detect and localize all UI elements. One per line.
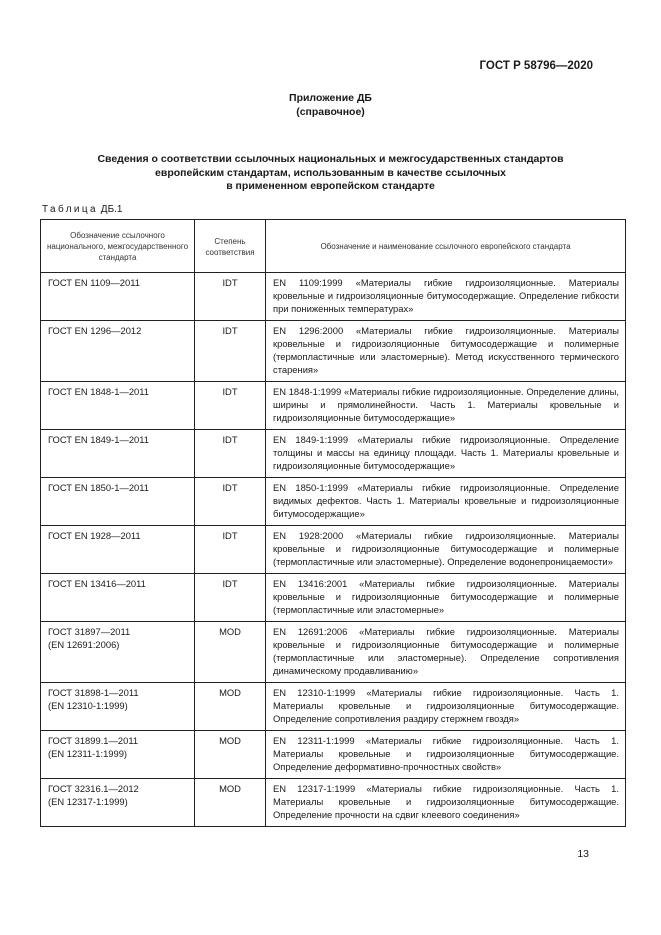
standard-designation-cell: ГОСТ EN 13416—2011	[41, 574, 195, 622]
european-standard-cell: EN 13416:2001 «Материалы гибкие гидроизоляционные. Материалы кровельные и гидроизоляционные битумосодержащие и полимерные (термопластичные или эластомерные»	[266, 574, 626, 622]
standard-designation-cell: ГОСТ 31899.1—2011 (EN 12311-1:1999)	[41, 731, 195, 779]
section-title-line-1: Сведения о соответствии ссылочных национальных и межгосударственных стандартов	[97, 153, 564, 165]
standard-designation-cell: ГОСТ EN 1109—2011	[41, 273, 195, 321]
section-title	[30, 153, 631, 194]
table-row	[41, 526, 626, 574]
standard-designation-cell: ГОСТ EN 1850-1—2011	[41, 478, 195, 526]
table-caption-word: Таблица	[42, 204, 99, 215]
table-caption	[42, 204, 122, 215]
degree-cell: IDT	[195, 526, 266, 574]
page-number: 13	[577, 848, 589, 860]
european-standard-cell: EN 1928:2000 «Материалы гибкие гидроизоляционные. Материалы кровельные и гидроизоляционные битумосодержащие и полимерные (термопластичные или эластомерные). Определение водонепроницаемости»	[266, 526, 626, 574]
section-title-line-3: в примененном европейском стандарте	[226, 180, 435, 192]
table-row	[41, 321, 626, 382]
appendix-heading	[0, 91, 661, 119]
header-degree: Степень соответствия	[195, 220, 266, 273]
degree-cell: IDT	[195, 574, 266, 622]
degree-cell: MOD	[195, 622, 266, 683]
degree-cell: IDT	[195, 273, 266, 321]
european-standard-cell: EN 12317-1:1999 «Материалы гибкие гидроизоляционные. Часть 1. Материалы кровельные и гидроизоляционные битумосодержащие. Определение прочности на сдвиг клеевого соединения»	[266, 779, 626, 827]
european-standard-cell: EN 12311-1:1999 «Материалы гибкие гидроизоляционные. Часть 1. Материалы кровельные и гидроизоляционные битумосодержащие. Определение деформативно-прочностных свойств»	[266, 731, 626, 779]
table-row	[41, 731, 626, 779]
standard-designation-cell: ГОСТ EN 1849-1—2011	[41, 430, 195, 478]
standard-designation-cell: ГОСТ EN 1296—2012	[41, 321, 195, 382]
document-code: ГОСТ Р 58796—2020	[479, 60, 593, 72]
header-designation: Обозначение ссылочного национального, межгосударственного стандарта	[41, 220, 195, 273]
european-standard-cell: EN 1850-1:1999 «Материалы гибкие гидроизоляционные. Определение видимых дефектов. Часть 1. Материалы кровельные и гидроизоляционные битумосодержащие»	[266, 478, 626, 526]
european-standard-cell: EN 1296:2000 «Материалы гибкие гидроизоляционные. Материалы кровельные и гидроизоляционные битумосодержащие и полимерные (термопластичные или эластомерные). Метод искусственного термического старения»	[266, 321, 626, 382]
table-row	[41, 382, 626, 430]
degree-cell: IDT	[195, 478, 266, 526]
standard-designation-cell: ГОСТ 31897—2011 (EN 12691:2006)	[41, 622, 195, 683]
degree-cell: MOD	[195, 683, 266, 731]
european-standard-cell: EN 12310-1:1999 «Материалы гибкие гидроизоляционные. Часть 1. Материалы кровельные и гидроизоляционные битумосодержащие. Определение сопротивления раздиру стержнем гвоздя»	[266, 683, 626, 731]
table-body	[41, 273, 626, 827]
degree-cell: MOD	[195, 779, 266, 827]
degree-cell: IDT	[195, 430, 266, 478]
standard-designation-cell: ГОСТ EN 1848-1—2011	[41, 382, 195, 430]
correspondence-table	[40, 219, 626, 827]
header-european-standard: Обозначение и наименование ссылочного европейского стандарта	[266, 220, 626, 273]
standard-designation-cell: ГОСТ 32316.1—2012 (EN 12317-1:1999)	[41, 779, 195, 827]
degree-cell: IDT	[195, 321, 266, 382]
degree-cell: MOD	[195, 731, 266, 779]
table-row	[41, 779, 626, 827]
table-header-row	[41, 220, 626, 273]
european-standard-cell: EN 1109:1999 «Материалы гибкие гидроизоляционные. Материалы кровельные и гидроизоляционные битумосодержащие. Определение гибкости при пониженных температурах»	[266, 273, 626, 321]
degree-cell: IDT	[195, 382, 266, 430]
table-row	[41, 430, 626, 478]
european-standard-cell: EN 1848-1:1999 «Материалы гибкие гидроизоляционные. Определение длины, ширины и прямолинейности. Часть 1. Материалы кровельные и гидроизоляционные битумосодержащие»	[266, 382, 626, 430]
section-title-line-2: европейским стандартам, использованным в качестве ссылочных	[155, 166, 506, 179]
standard-designation-cell: ГОСТ EN 1928—2011	[41, 526, 195, 574]
appendix-subtitle: (справочное)	[296, 106, 365, 118]
table-row	[41, 478, 626, 526]
table-row	[41, 622, 626, 683]
table-row	[41, 273, 626, 321]
appendix-title: Приложение ДБ	[289, 92, 372, 104]
table-caption-number: ДБ.1	[100, 204, 123, 215]
table-row	[41, 574, 626, 622]
standard-designation-cell: ГОСТ 31898-1—2011 (EN 12310-1:1999)	[41, 683, 195, 731]
table-row	[41, 683, 626, 731]
european-standard-cell: EN 1849-1:1999 «Материалы гибкие гидроизоляционные. Определение толщины и массы на единицу площади. Часть 1. Материалы кровельные и гидроизоляционные битумосодержащие»	[266, 430, 626, 478]
european-standard-cell: EN 12691:2006 «Материалы гибкие гидроизоляционные. Материалы кровельные и гидроизоляционные битумосодержащие и полимерные (термопластичные или эластомерные). Определение сопротивления динамическому продавливанию»	[266, 622, 626, 683]
